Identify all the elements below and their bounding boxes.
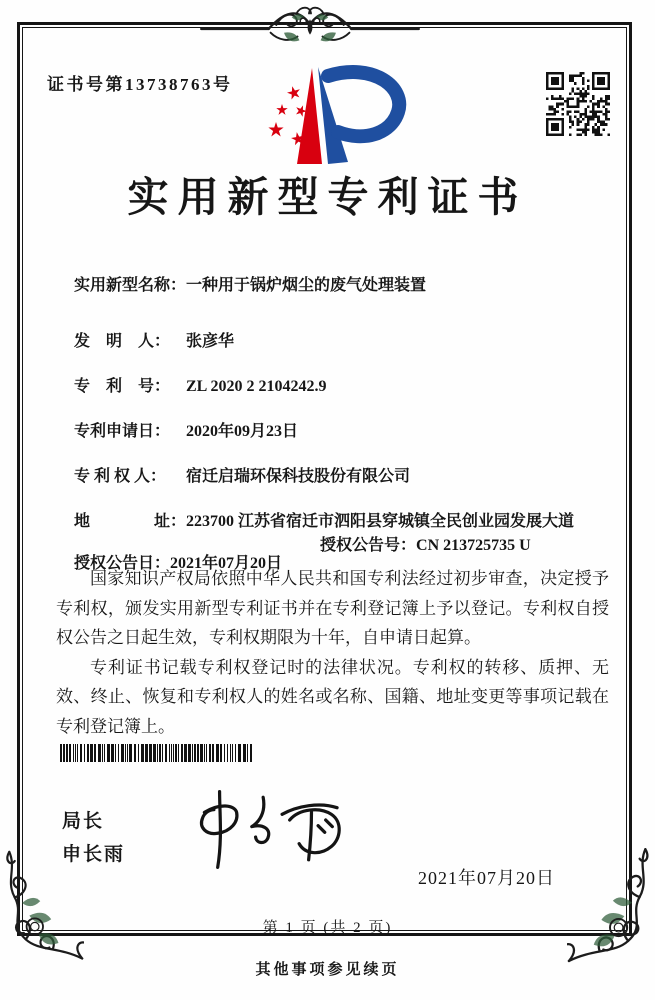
field-value: 223700 江苏省宿迁市泗阳县穿城镇全民创业园发展大道 bbox=[186, 513, 575, 530]
issue-date: 2021年07月20日 bbox=[418, 868, 555, 888]
certificate-title: 实用新型专利证书 bbox=[127, 174, 528, 220]
grant-date-label: 授权公告日： bbox=[74, 555, 171, 572]
director-name: 申长雨 bbox=[62, 844, 126, 865]
grant-number bbox=[320, 532, 531, 555]
logo-red-wedge bbox=[297, 68, 322, 164]
director-signature-icon bbox=[175, 784, 357, 874]
field-label: 实用新型名称： bbox=[74, 277, 187, 294]
grant-number-value: CN 213725735 U bbox=[416, 537, 531, 554]
floral-ornament-top-icon bbox=[197, 0, 423, 50]
legal-text bbox=[56, 564, 609, 741]
field-value: ZL 2020 2 2104242.9 bbox=[186, 378, 327, 395]
cnipa-logo-icon bbox=[238, 64, 416, 168]
field-row-invention-name bbox=[58, 254, 627, 313]
field-label: 专 利 号： bbox=[74, 378, 171, 395]
qr-code-icon bbox=[546, 72, 610, 136]
barcode-icon bbox=[60, 744, 254, 762]
field-label: 发 明 人： bbox=[74, 333, 171, 350]
floral-ornament-bottom-left-icon bbox=[2, 846, 84, 968]
page-indicator: 第 1 页 (共 2 页) bbox=[262, 920, 393, 936]
director-title: 局长 bbox=[62, 811, 105, 832]
legal-paragraph-1: 国家知识产权局依照中华人民共和国专利法经过初步审查，决定授予专利权，颁发实用新型专利证书并在专利登记簿上予以登记。专利权自授权公告之日起生效，专利权期限为十年，自申请日起算。 bbox=[56, 569, 609, 647]
field-value: 一种用于锅炉烟尘的废气处理装置 bbox=[186, 277, 427, 294]
field-value: 张彦华 bbox=[186, 333, 235, 350]
field-label: 专利申请日： bbox=[74, 423, 171, 440]
floral-ornament-bottom-right-icon bbox=[567, 844, 653, 970]
grant-date-value: 2021年07月20日 bbox=[170, 555, 283, 572]
field-label: 地 址： bbox=[74, 513, 187, 530]
footer-note: 其他事项参见续页 bbox=[255, 962, 400, 978]
grant-number-label: 授权公告号： bbox=[320, 537, 417, 554]
certificate-number: 证书号第13738763号 bbox=[47, 75, 233, 94]
field-value: 2020年09月23日 bbox=[186, 423, 299, 440]
logo-p-bowl bbox=[328, 72, 399, 136]
field-label: 专 利 权 人： bbox=[74, 468, 167, 485]
field-value: 宿迁启瑞环保科技股份有限公司 bbox=[186, 468, 411, 485]
legal-paragraph-2: 专利证书记载专利权登记时的法律状况。专利权的转移、质押、无效、终止、恢复和专利权人的姓名或名称、国籍、地址变更等事项记载在专利登记簿上。 bbox=[56, 657, 609, 736]
